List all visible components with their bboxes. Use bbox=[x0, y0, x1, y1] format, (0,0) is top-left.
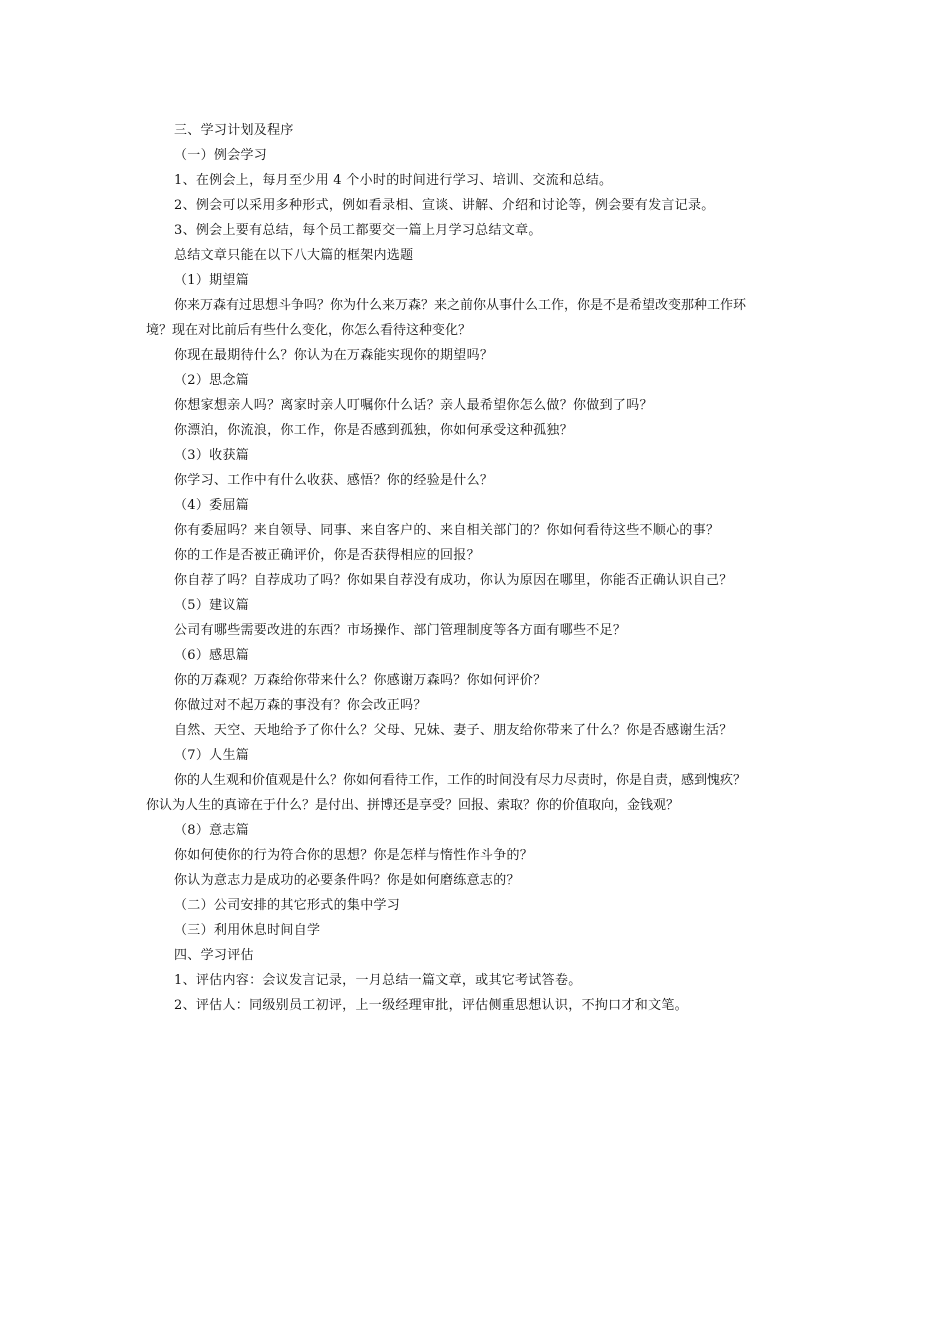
paragraph: 2、例会可以采用多种形式，例如看录相、宣谈、讲解、介绍和讨论等，例会要有发言记录。 bbox=[174, 198, 715, 213]
paragraph-wrapped bbox=[146, 293, 810, 343]
topic-heading: （8）意志篇 bbox=[174, 823, 250, 838]
paragraph: 你学习、工作中有什么收获、感悟？你的经验是什么？ bbox=[174, 473, 494, 488]
paragraph: 你做过对不起万森的事没有？你会改正吗？ bbox=[174, 698, 427, 713]
document-body bbox=[146, 118, 810, 1018]
paragraph-line-continued: 你认为人生的真谛在于什么？是付出、拼博还是享受？回报、索取？你的价值取向，金钱观？ bbox=[146, 798, 680, 813]
paragraph: 总结文章只能在以下八大篇的框架内选题 bbox=[174, 248, 414, 263]
paragraph: 你自荐了吗？自荐成功了吗？你如果自荐没有成功，你认为原因在哪里，你能否正确认识自己？ bbox=[174, 573, 733, 588]
paragraph: 你如何使你的行为符合你的思想？你是怎样与惰性作斗争的？ bbox=[174, 848, 534, 863]
subsection-heading: （二）公司安排的其它形式的集中学习 bbox=[174, 898, 401, 913]
subsection-heading: （三）利用休息时间自学 bbox=[174, 923, 321, 938]
paragraph: 你认为意志力是成功的必要条件吗？你是如何磨练意志的？ bbox=[174, 873, 520, 888]
topic-heading: （1）期望篇 bbox=[174, 273, 250, 288]
topic-heading: （7）人生篇 bbox=[174, 748, 250, 763]
paragraph: 你的万森观？万森给你带来什么？你感谢万森吗？你如何评价？ bbox=[174, 673, 547, 688]
paragraph: 你现在最期待什么？你认为在万森能实现你的期望吗？ bbox=[174, 348, 494, 363]
paragraph-line-continued: 境？现在对比前后有些什么变化，你怎么看待这种变化？ bbox=[146, 323, 472, 338]
topic-heading: （4）委屈篇 bbox=[174, 498, 250, 513]
paragraph: 3、例会上要有总结，每个员工都要交一篇上月学习总结文章。 bbox=[174, 223, 542, 238]
paragraph: 1、评估内容：会议发言记录，一月总结一篇文章，或其它考试答卷。 bbox=[174, 973, 582, 988]
paragraph: 你的工作是否被正确评价，你是否获得相应的回报？ bbox=[174, 548, 480, 563]
paragraph-line: 你来万森有过思想斗争吗？你为什么来万森？来之前你从事什么工作，你是不是希望改变那种工作环 bbox=[174, 298, 747, 313]
topic-heading: （3）收获篇 bbox=[174, 448, 250, 463]
paragraph: 你漂泊，你流浪，你工作，你是否感到孤独，你如何承受这种孤独？ bbox=[174, 423, 574, 438]
topic-heading: （6）感思篇 bbox=[174, 648, 250, 663]
paragraph: 你有委屈吗？来自领导、同事、来自客户的、来自相关部门的？你如何看待这些不顺心的事？ bbox=[174, 523, 720, 538]
section-heading: 三、学习计划及程序 bbox=[174, 123, 294, 138]
topic-heading: （2）思念篇 bbox=[174, 373, 250, 388]
topic-heading: （5）建议篇 bbox=[174, 598, 250, 613]
paragraph: 1、在例会上，每月至少用 4 个小时的时间进行学习、培训、交流和总结。 bbox=[174, 173, 613, 188]
subsection-heading: （一）例会学习 bbox=[174, 148, 268, 163]
section-heading: 四、学习评估 bbox=[174, 948, 254, 963]
paragraph-wrapped bbox=[146, 768, 810, 818]
paragraph: 2、评估人：同级别员工初评，上一级经理审批，评估侧重思想认识，不拘口才和文笔。 bbox=[174, 998, 688, 1013]
paragraph: 你想家想亲人吗？离家时亲人叮嘱你什么话？亲人最希望你怎么做？你做到了吗？ bbox=[174, 398, 653, 413]
paragraph: 公司有哪些需要改进的东西？市场操作、部门管理制度等各方面有哪些不足？ bbox=[174, 623, 627, 638]
paragraph: 自然、天空、天地给予了你什么？父母、兄妹、妻子、朋友给你带来了什么？你是否感谢生活？ bbox=[174, 723, 733, 738]
paragraph-line: 你的人生观和价值观是什么？你如何看待工作，工作的时间没有尽力尽责时，你是自责，感到愧疚？ bbox=[174, 773, 747, 788]
